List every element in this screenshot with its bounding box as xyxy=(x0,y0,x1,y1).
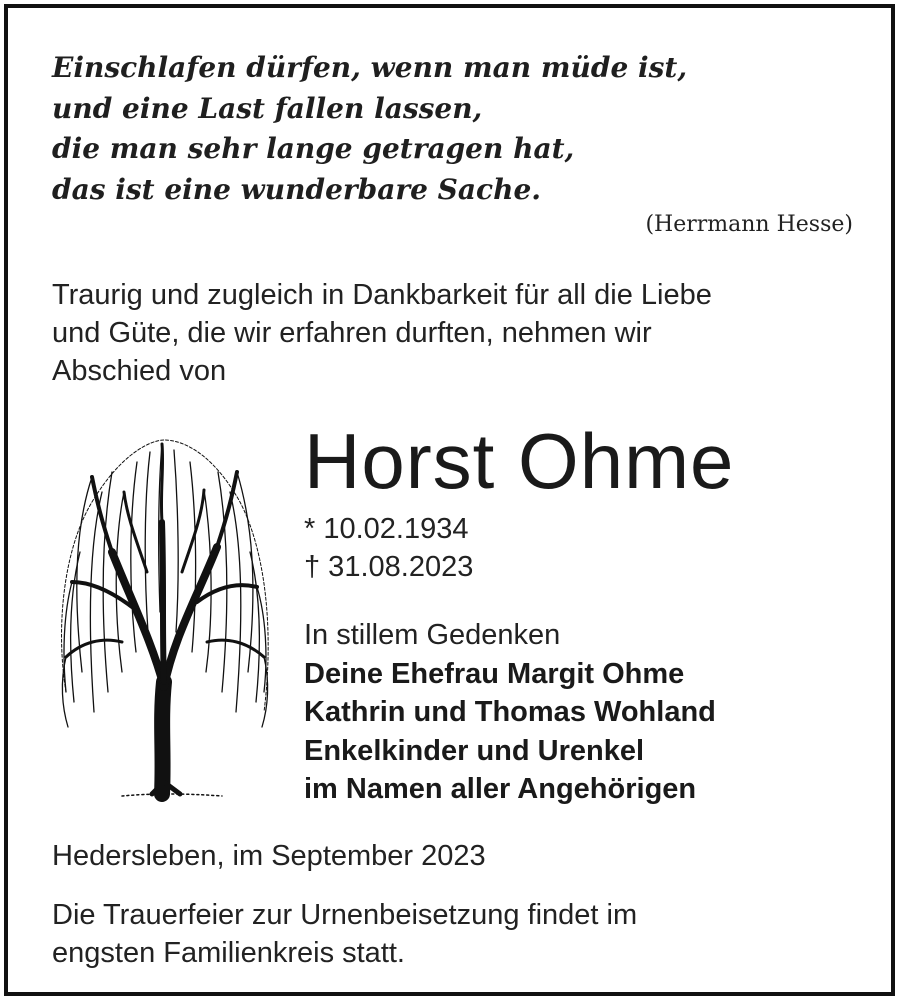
birth-date: * 10.02.1934 xyxy=(304,513,469,545)
poem-line: Einschlafen dürfen, wenn man müde ist, xyxy=(52,51,688,84)
life-dates xyxy=(304,510,473,586)
weeping-willow-tree-icon xyxy=(52,432,278,804)
mourner-line: Kathrin und Thomas Wohland xyxy=(304,696,716,728)
funeral-note xyxy=(52,896,872,972)
note-line: engsten Familienkreis statt. xyxy=(52,937,405,969)
death-date: † 31.08.2023 xyxy=(304,551,474,583)
note-line: Die Trauerfeier zur Urnenbeisetzung findet im xyxy=(52,899,638,931)
intro-line: Abschied von xyxy=(52,355,227,387)
mourner-line: Deine Ehefrau Margit Ohme xyxy=(304,657,685,690)
mourners-heading: In stillem Gedenken xyxy=(304,619,561,651)
mourner-line: im Namen aller Angehörigen xyxy=(304,773,697,805)
deceased-name: Horst Ohme xyxy=(304,417,735,505)
poem-line: und eine Last fallen lassen, xyxy=(52,91,483,125)
mourner-line: Enkelkinder und Urenkel xyxy=(304,734,645,767)
poem-line: das ist eine wunderbare Sache. xyxy=(52,172,542,206)
obituary-notice xyxy=(4,4,895,996)
poem-line: die man sehr lange getragen hat, xyxy=(52,132,575,165)
intro-line: Traurig und zugleich in Dankbarkeit für all die Liebe xyxy=(52,279,712,311)
mourners-block xyxy=(304,616,716,809)
poem-attribution: (Herrmann Hesse) xyxy=(645,212,853,237)
place-date: Hedersleben, im September 2023 xyxy=(52,840,486,872)
intro-text xyxy=(52,276,872,390)
poem-quote xyxy=(52,48,687,210)
intro-line: und Güte, die wir erfahren durften, nehmen wir xyxy=(52,317,652,349)
